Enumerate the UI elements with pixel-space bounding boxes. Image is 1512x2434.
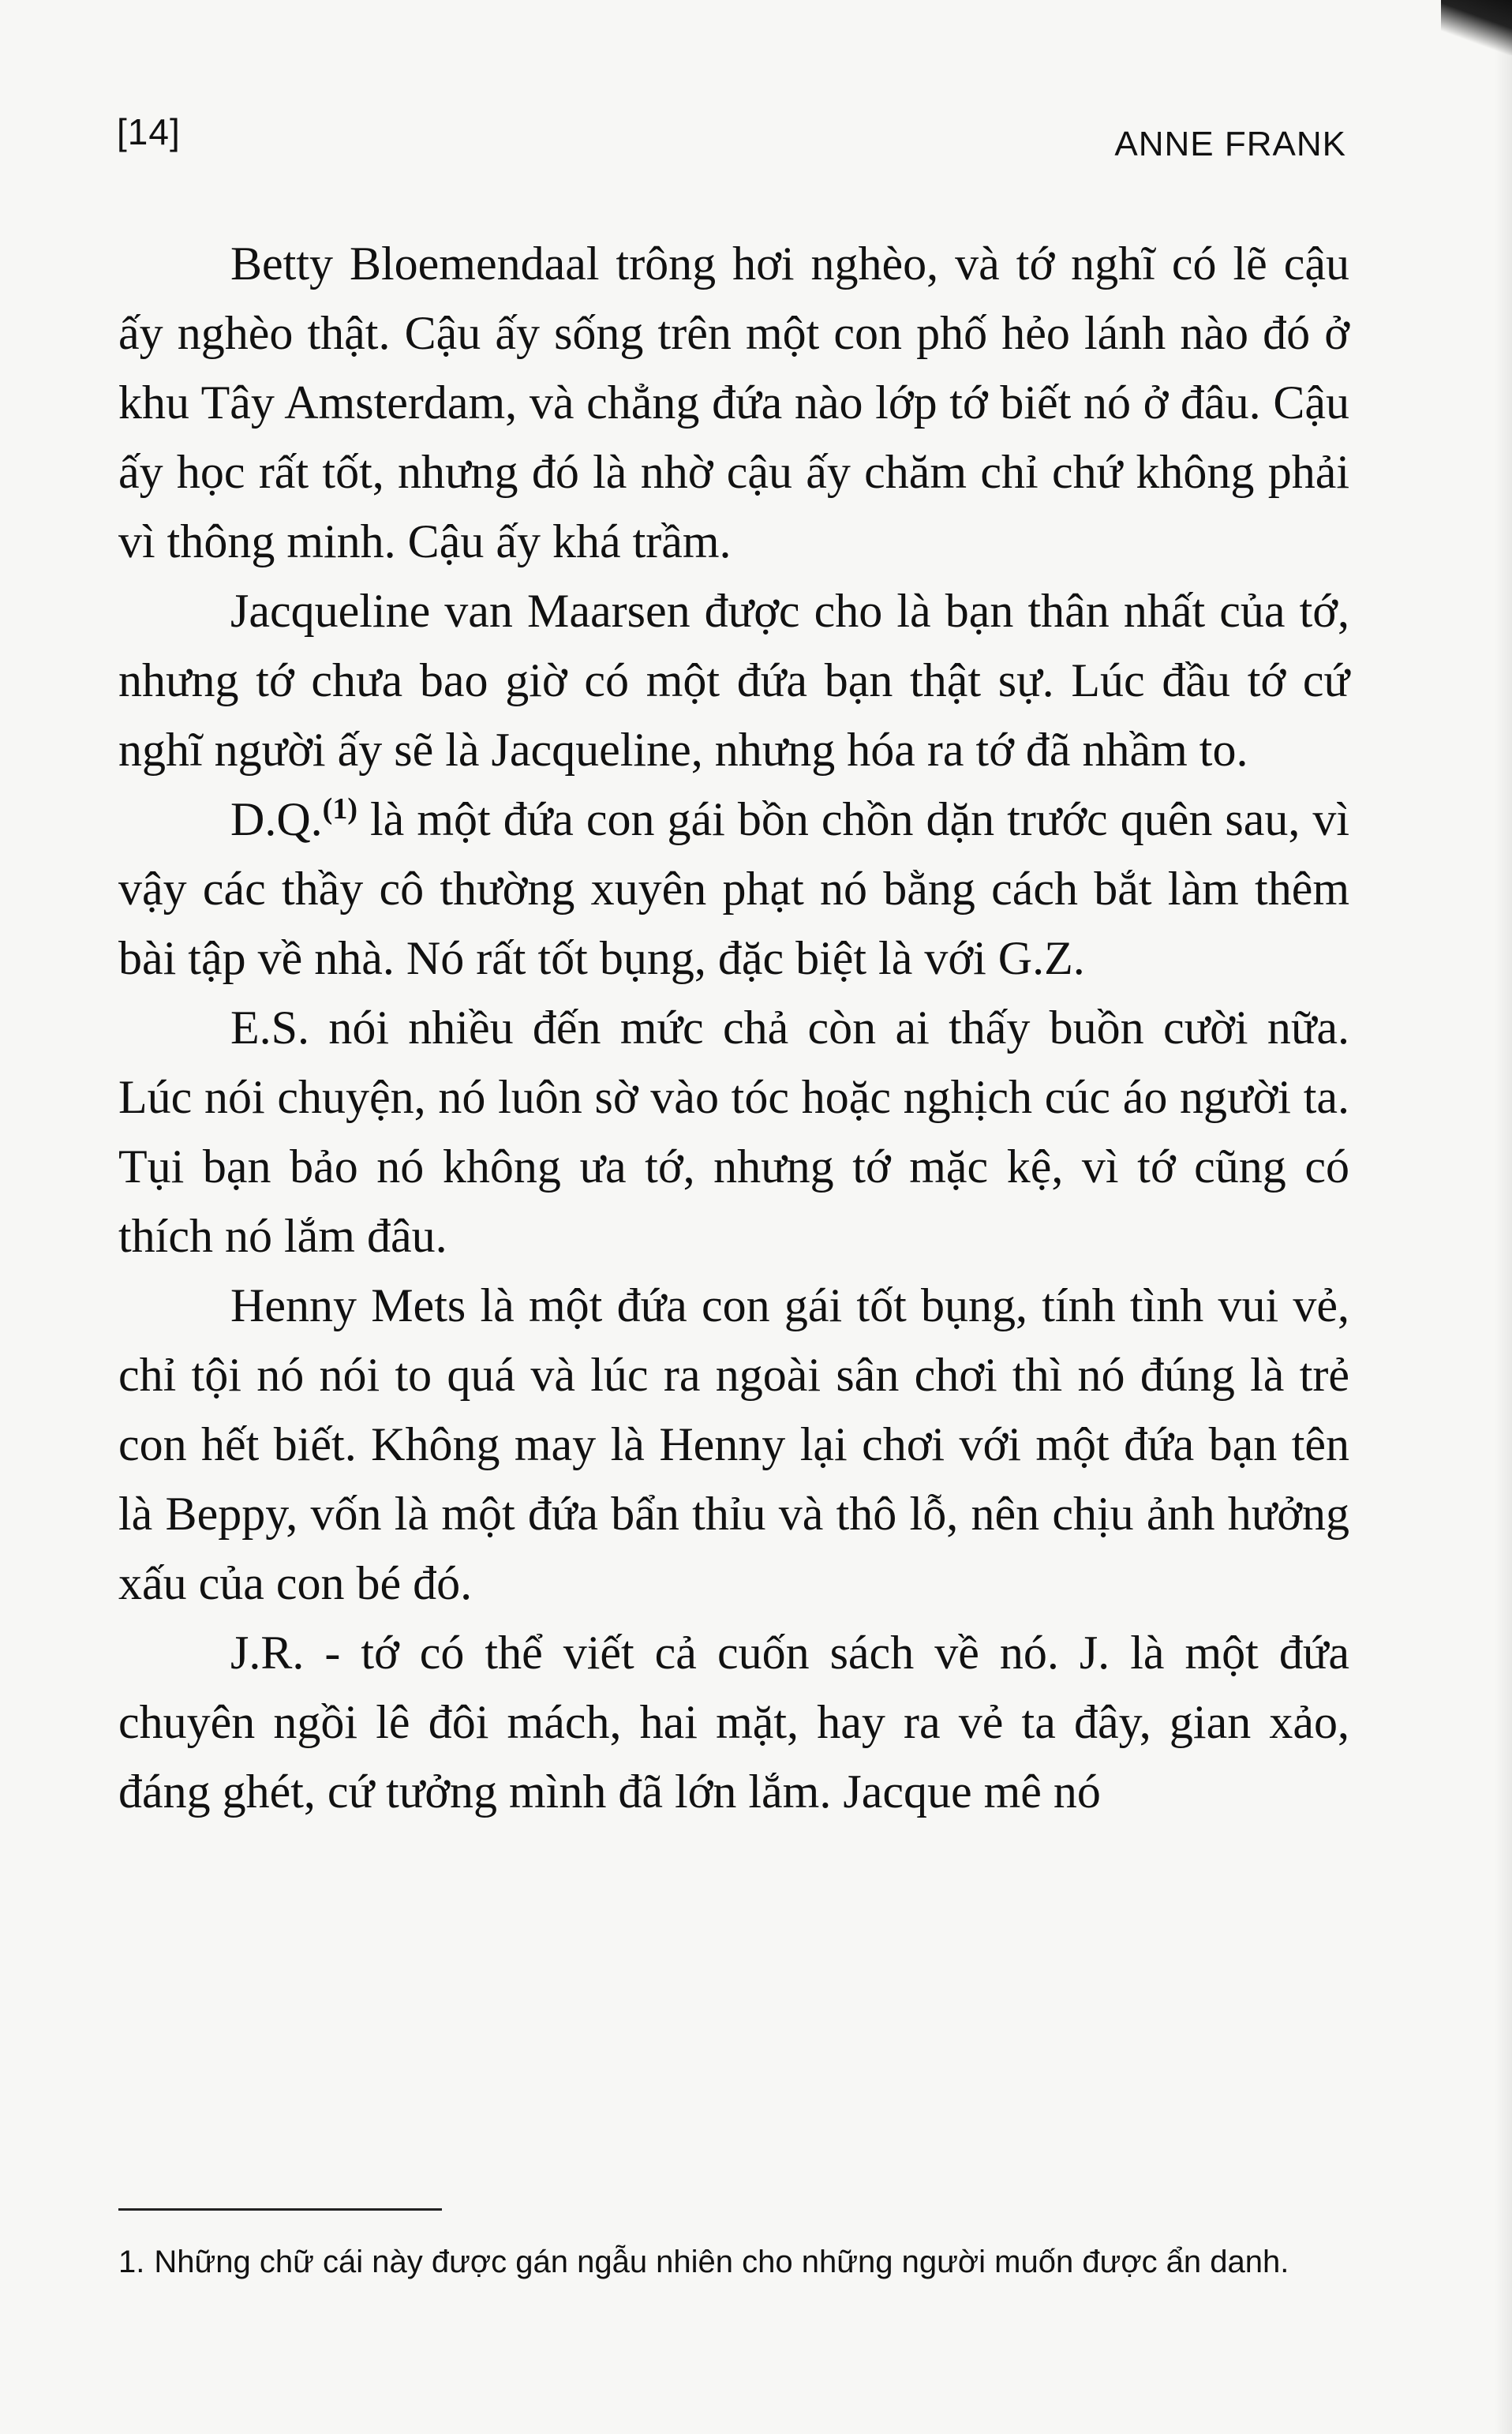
body-text [118, 229, 1349, 1826]
paragraph-jr: J.R. - tớ có thể viết cả cuốn sách về nó. J. là một đứa chuyên ngồi lê đôi mách, hai mặt, hay ra vẻ ta đây, gian xảo, đáng ghét, cứ tưởng mình đã lớn lắm. Jacque mê nó [118, 1627, 1349, 1818]
footnote-text: Những chữ cái này được gán ngẫu nhiên cho những người muốn được ẩn danh. [154, 2245, 1289, 2279]
footnote-reference[interactable]: (1) [322, 792, 357, 826]
dq-name: D.Q. [230, 793, 323, 845]
paragraph-jacqueline: Jacqueline van Maarsen được cho là bạn thân nhất của tớ, nhưng tớ chưa bao giờ có một đứa bạn thật sự. Lúc đầu tớ cứ nghĩ người ấy sẽ là Jacqueline, nhưng hóa ra tớ đã nhầm to. [118, 585, 1349, 776]
footnote-number: 1. [118, 2245, 145, 2279]
dq-text: là một đứa con gái bồn chồn dặn trước quên sau, vì vậy các thầy cô thường xuyên phạt nó bằng cách bắt làm thêm bài tập về nhà. Nó rất tốt bụng, đặc biệt là với G.Z. [118, 793, 1350, 984]
page-header [117, 110, 1346, 174]
footnote [118, 2237, 1349, 2287]
page-edge-shadow [1495, 0, 1512, 2434]
footnote-divider [118, 2208, 442, 2211]
paragraph-dq [118, 784, 1349, 993]
page-number: [14] [117, 111, 181, 152]
paragraph-betty: Betty Bloemendaal trông hơi nghèo, và tớ nghĩ có lẽ cậu ấy nghèo thật. Cậu ấy sống trên một con phố hẻo lánh nào đó ở khu Tây Amsterdam, và chẳng đứa nào lớp tớ biết nó ở đâu. Cậu ấy học rất tốt, nhưng đó là nhờ cậu ấy chăm chỉ chứ không phải vì thông minh. Cậu ấy khá trầm. [118, 238, 1349, 567]
paragraph-henny: Henny Mets là một đứa con gái tốt bụng, tính tình vui vẻ, chỉ tội nó nói to quá và lúc ra ngoài sân chơi thì nó đúng là trẻ con hết biết. Không may là Henny lại chơi với một đứa bạn tên là Beppy, vốn là một đứa bẩn thỉu và thô lỗ, nên chịu ảnh hưởng xấu của con bé đó. [118, 1279, 1349, 1609]
running-title: ANNE FRANK [1114, 125, 1346, 163]
page-corner-shadow [1441, 0, 1512, 55]
paragraph-es: E.S. nói nhiều đến mức chả còn ai thấy buồn cười nữa. Lúc nói chuyện, nó luôn sờ vào tóc hoặc nghịch cúc áo người ta. Tụi bạn bảo nó không ưa tớ, nhưng tớ mặc kệ, vì tớ cũng có thích nó lắm đâu. [118, 1002, 1349, 1262]
